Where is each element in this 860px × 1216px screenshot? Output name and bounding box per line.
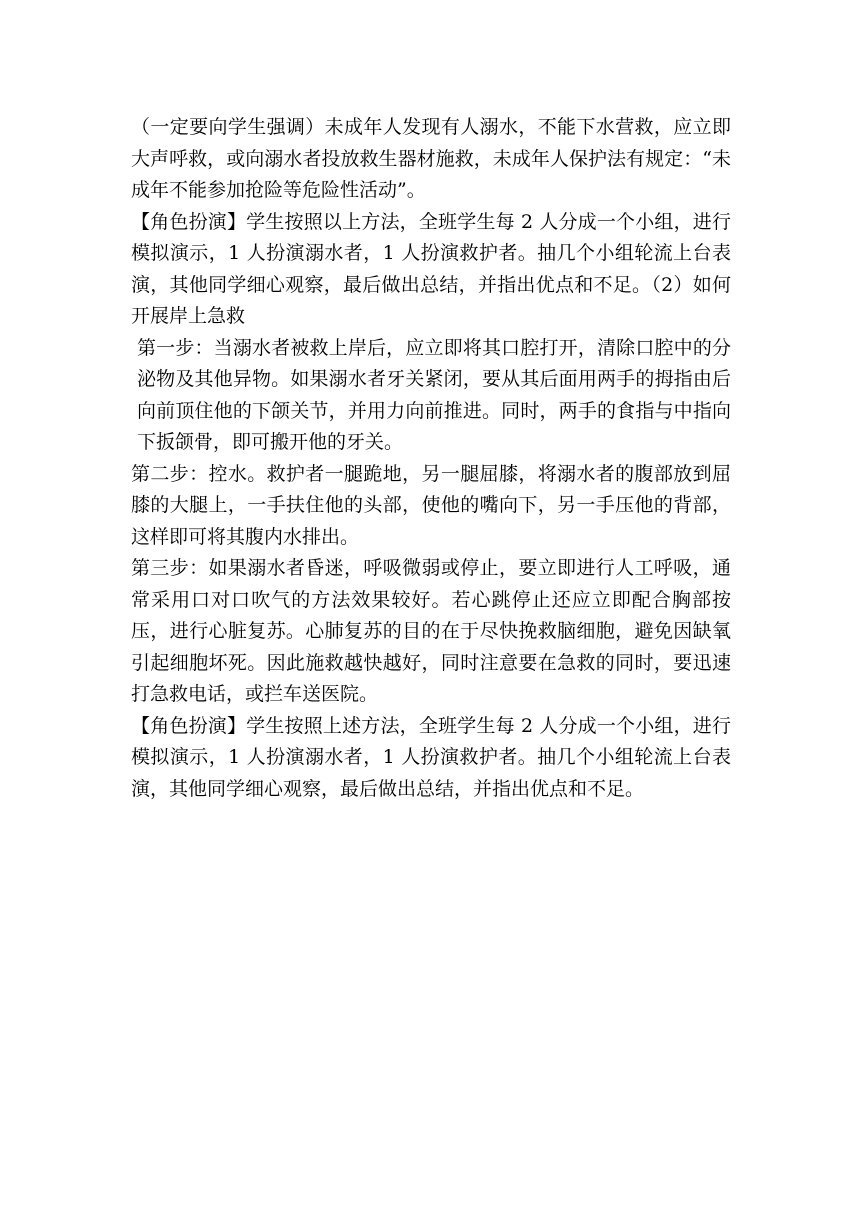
paragraph-step-two: 第二步：控水。救护者一腿跪地，另一腿屈膝，将溺水者的腹部放到屈膝的大腿上，一手扶住他的头部，使他的嘴向下，另一手压他的背部，这样即可将其腹内水排出。 xyxy=(131,462,731,548)
paragraph-role-play-shore-rescue: 【角色扮演】学生按照上述方法，全班学生每 2 人分成一个小组，进行模拟演示，1 人扮演溺水者，1 人扮演救护者。抽几个小组轮流上台表演，其他同学细心观察，最后做出总结，并指出优点和不足。 xyxy=(131,714,731,800)
paragraph-role-play-water-rescue: 【角色扮演】学生按照以上方法，全班学生每 2 人分成一个小组，进行模拟演示，1 人扮演溺水者，1 人扮演救护者。抽几个小组轮流上台表演，其他同学细心观察，最后做出总结，并指出优点和不足。（2）如何开展岸上急救 xyxy=(131,210,731,327)
paragraph-step-three: 第三步：如果溺水者昏迷，呼吸微弱或停止，要立即进行人工呼吸，通常采用口对口吹气的方法效果较好。若心跳停止还应立即配合胸部按压，进行心脏复苏。心肺复苏的目的在于尽快挽救脑细胞，避免因缺氧引起细胞坏死。因此施救越快越好，同时注意要在急救的同时，要迅速打急救电话，或拦车送医院。 xyxy=(131,557,731,705)
document-body xyxy=(131,112,731,805)
paragraph-step-one: 第一步：当溺水者被救上岸后，应立即将其口腔打开，清除口腔中的分泌物及其他异物。如果溺水者牙关紧闭，要从其后面用两手的拇指由后向前顶住他的下颌关节，并用力向前推进。同时，两手的食指与中指向下扳颌骨，即可搬开他的牙关。 xyxy=(137,336,731,453)
paragraph-minor-rescue-warning: （一定要向学生强调）未成年人发现有人溺水，不能下水营救，应立即大声呼救，或向溺水者投放救生器材施救，未成年人保护法有规定：“未成年不能参加抢险等危险性活动”。 xyxy=(131,116,731,201)
